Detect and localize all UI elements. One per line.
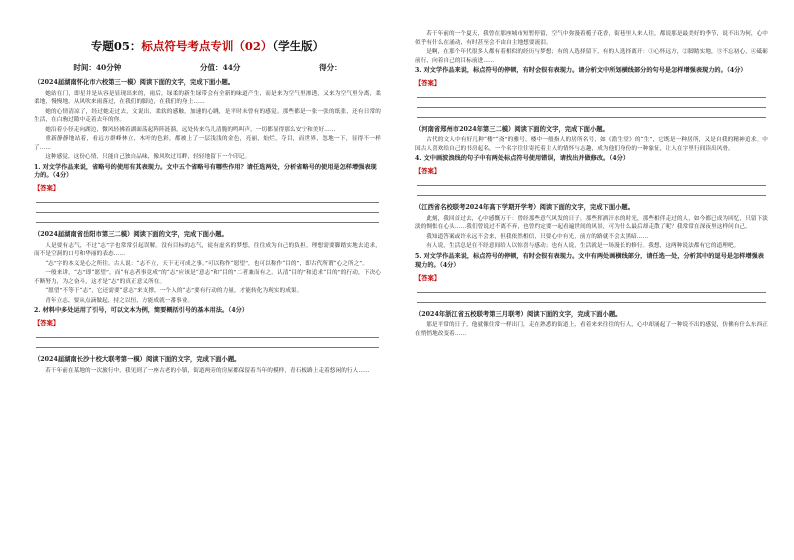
answer-label-2: 【答案】 [34,320,60,328]
answer-label-1: 【答案】 [34,185,60,193]
passage-paragraph: “愿望”不等于“志”，它还需要“意志”来支撑，一个人的“志”要有行动的力量，才能转化为现实的成果。 [45,288,303,295]
answer-line[interactable] [36,338,379,348]
passage-paragraph: 古代的文人中有好几种“楼”“斋”的雅号，楼中一般指人的居所名号，如《澹生堂》的“生”，它既是一种居所，又是自我的精神追求。中国古人喜欢给自己的书房起名，一个名字往往寄托着主人的情怀与志趣，成为他们身份的一种象征，让人在字里行间读出风骨。 [415,137,768,152]
passage-paragraph: 她沿着小径走向湖边，微风轻拂着湖面荡起阵阵涟漪，远处传来鸟儿清脆的鸣叫声，一切都显得那么安宁和美好…… [45,126,336,133]
passage-paragraph: 是啊，在那个年代很多人都有着相似的经历与梦想；有的人选择留下，有的人选择离开：①心怀远方，②脚踏实地，③不忘初心，④砥砺前行，向着自己的目标前进…… [415,49,768,64]
passage-paragraph: 重新静静地站着，看远方群峰林立，木叶的色彩，都被上了一层浅浅的金色，亮丽，灿烂，夺目，而世界，忽地一下，显得不一样了…… [34,136,381,151]
passage-paragraph: 一般来讲，“志”即“愿望”，而“有志者事竟成”的“志”应该是“意志”和“目的”二者兼而有之。认清“目的”和追求“目的”的行动，下决心不断努力，为之奋斗，这才是“志”的真正意义所在。 [34,270,381,285]
question-3: 3. 对文学作品来说，标点符号的停顿，有时会很有表现力。请分析文中所划横线部分的句号是怎样增强表现力的。（4分） [415,67,747,74]
question-source-1: （2024届湖南怀化市六校第三一模）阅读下面的文字，完成下面小题。 [34,79,235,86]
passage-paragraph: 若干年前的一个夏天，我曾在那座城市短暂停留，空气中弥漫着栀子花香，街巷里人来人往，都说那是最美好的季节，说不出为何，心中似乎有什么在涌动，有时甚至会不由自主地想要流泪。 [415,31,768,46]
passage-paragraph: 我知道答案或许永远不会来，但我依然相信，只要心中有光，前方的路就不会太黑暗…… [426,233,649,240]
answer-line[interactable] [36,328,379,338]
answer-label-5: 【答案】 [415,274,441,282]
passage-paragraph: 那是平常的日子，他就像往常一样出门，走在熟悉的街道上，看着来来往往的行人，心中却涌起了一种说不出的感觉，仿佛有什么东西正在悄悄地改变着…… [415,322,768,337]
answer-line[interactable] [417,176,766,186]
passage-paragraph: 人是要有志气，不过“志”字也常常引起误解。没有目标的志气，徒有虚名的梦想，往往成为自己的负担。理想需要脚踏实地去追求，而不是空洞的口号和华丽的表态…… [34,242,381,258]
passage-paragraph: 此刻，我回首过去，心中感慨万千：曾经那些意气风发的日子，那些挥洒汗水的时光，那些相伴走过的人，如今都已成为回忆，只留下淡淡的惆怅在心头……我们曾说过不离不弃，也曾约定要一起看遍世间的风景，可为什么最后却走散了呢？我常常在深夜里这样问自己。 [415,215,768,231]
answer-line[interactable] [36,213,379,223]
answer-line[interactable] [36,193,379,203]
exam-meta [34,62,381,73]
passage-paragraph: “志”字的本义是心之所往。古人说：“志不立，天下无可成之事。”可以称作“愿望”，也可以称作“目的”，即古代所谓“心之所之”。 [45,260,369,267]
passage-paragraph: 若干年前在某地的一次旅行中，我见到了一座古老的小镇，街道两旁的房屋都保留着当年的模样，青石板路上走着悠闲的行人…… [45,367,370,374]
question-source-6: （2024年浙江省五校联考第三月联考）阅读下面的文字，完成下面小题。 [415,310,622,318]
question-5: 5. 对文学作品来说，标点符号的停顿，有时会很有表现力。文中有两处画横线部分，请任选一处，分析其中的逗号是怎样增强表现力的。（4分） [415,252,764,269]
passage-paragraph: 她的心情清凉了，经过她走过去，文说出，柔软的感触，加速的心跳，是平时未曾有的感觉。那些都是一张一张的纸张，还有日常的生活，在白驹过隙中走着去年的你。 [34,108,381,123]
question-source-4: （河南省郑州市2024年第三二模）阅读下面的文字，完成下面小题。 [415,125,609,133]
right-page [397,0,794,560]
question-4: 4. 文中画波浪线的句子中有两处标点符号使用错误，请找出并做修改。（4分） [415,155,630,163]
exam-time: 时间：40分钟 [73,63,122,72]
answer-line[interactable] [417,108,766,118]
passage-paragraph: 有人说，生活总是在不经意间给人以惊喜与感动；也有人说，生活就是一场漫长的修行。我想，这两种说法都有它的道理吧。 [426,243,740,250]
answer-line[interactable] [417,283,766,293]
answer-line[interactable] [417,186,766,196]
exam-score: 得分： [319,63,342,72]
passage-paragraph: 她站在门，即星并是从容是显现出来的，雨后，绿柔的新生绿带会有全新的味道产生，而是来为空气里渗透，又来为空气里分离，柔柔地，慢慢地，从风吹来雨落过，在我们的脚边，在我们的身上…… [34,90,381,105]
question-1: 1. 对文学作品来说，省略号的使用有其表现力。文中五个省略号有哪些作用？请任选两处，分析省略号的使用是怎样增强表现力的。（4分） [34,163,377,180]
answer-label-4: 【答案】 [415,168,441,176]
question-source-2: （2024届湖南省岳阳市第三二模）阅读下面的文字，完成下面小题。 [34,231,228,239]
answer-label-3: 【答案】 [415,79,441,87]
title-accent: 标点符号考点专训（02） [141,39,273,53]
page-title [34,38,381,54]
question-source-5: （江西省名校联考2024年高下学期开学考）阅读下面的文字，完成下面小题。 [415,204,635,212]
answer-line[interactable] [36,203,379,213]
question-source-3: （2024届湖南长沙十校大联考第一模）阅读下面的文字，完成下面小题。 [34,356,241,364]
answer-line[interactable] [417,98,766,108]
question-2: 2. 材料中多处运用了引号，可以文本为例，简要概括引号的基本用法。（4分） [34,307,249,315]
answer-line[interactable] [417,88,766,98]
exam-full-score: 分值：44分 [199,63,241,72]
title-suffix: （学生版） [272,39,325,53]
answer-line[interactable] [417,293,766,303]
title-prefix: 专题05： [90,39,142,53]
passage-paragraph: 这种感觉，这份心情，只能自己独自品味，像风吹过耳畔，轻轻地留下一个印记。 [45,154,251,160]
passage-paragraph: 青年立志，要从点滴做起，持之以恒，方能成就一番事业。 [45,297,194,304]
